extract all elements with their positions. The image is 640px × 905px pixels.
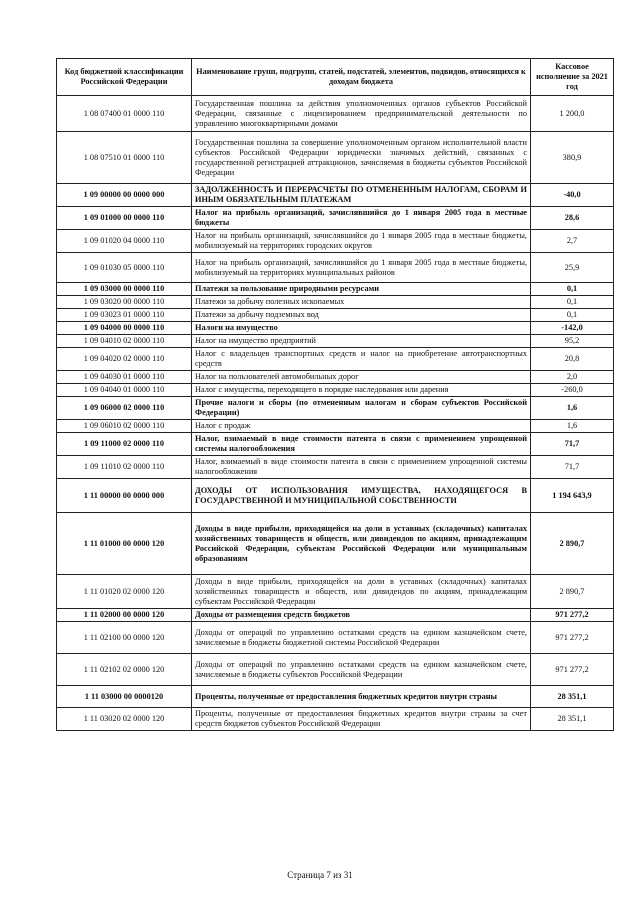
row-amount: 0,1 [531,296,614,309]
table-row [57,335,614,348]
header-code: Код бюджетной классификации Российской Федерации [57,59,192,96]
row-name: Налоги на имущество [192,322,531,335]
row-code: 1 09 03000 00 0000 110 [57,283,192,296]
table-body [57,96,614,731]
row-code: 1 11 02000 00 0000 120 [57,609,192,622]
row-name: Доходы в виде прибыли, приходящейся на доли в уставных (складочных) капиталах хозяйственных товариществ и обществ, или дивидендов по акциям, принадлежащим субъектам Российской Федерации [192,575,531,609]
table-row [57,322,614,335]
table-row [57,371,614,384]
row-code: 1 09 06000 02 0000 110 [57,397,192,420]
row-amount: -142,0 [531,322,614,335]
row-amount: 71,7 [531,433,614,456]
table-header [57,59,614,96]
row-code: 1 11 01000 00 0000 120 [57,513,192,575]
table-row [57,230,614,253]
row-amount: 28 351,1 [531,686,614,708]
row-name: Прочие налоги и сборы (по отмененным налогам и сборам субъектов Российской Федерации) [192,397,531,420]
row-amount: 2 890,7 [531,575,614,609]
table-row [57,296,614,309]
row-code: 1 11 00000 00 0000 000 [57,479,192,513]
table-row [57,708,614,731]
row-name: Платежи за добычу полезных ископаемых [192,296,531,309]
table-row [57,575,614,609]
row-name: ЗАДОЛЖЕННОСТЬ И ПЕРЕРАСЧЕТЫ ПО ОТМЕНЕННЫМ НАЛОГАМ, СБОРАМ И ИНЫМ ОБЯЗАТЕЛЬНЫМ ПЛАТЕЖАМ [192,184,531,207]
row-code: 1 09 03020 00 0000 110 [57,296,192,309]
table-row [57,253,614,283]
row-amount: 2,7 [531,230,614,253]
row-amount: 1,6 [531,397,614,420]
row-name: Налог, взимаемый в виде стоимости патента в связи с применением упрощенной системы налогообложения [192,456,531,479]
row-code: 1 09 00000 00 0000 000 [57,184,192,207]
table-row [57,283,614,296]
row-amount: 971 277,2 [531,654,614,686]
row-code: 1 09 04020 02 0000 110 [57,348,192,371]
row-name: Государственная пошлина за совершение уполномоченным органом исполнительной власти субъектов Российской Федерации юридически значимых действий, связанных с государственной регистрацией аттракционов, зачисляемая в бюджеты субъектов Российской Федерации [192,132,531,184]
table-row [57,433,614,456]
row-name: ДОХОДЫ ОТ ИСПОЛЬЗОВАНИЯ ИМУЩЕСТВА, НАХОДЯЩЕГОСЯ В ГОСУДАРСТВЕННОЙ И МУНИЦИПАЛЬНОЙ СОБСТВЕННОСТИ [192,479,531,513]
table-row [57,420,614,433]
row-amount: 71,7 [531,456,614,479]
row-amount: 0,1 [531,309,614,322]
row-name: Налог с имущества, переходящего в порядке наследования или дарения [192,384,531,397]
row-amount: 1 200,0 [531,96,614,132]
row-name: Налог на пользователей автомобильных дорог [192,371,531,384]
row-code: 1 09 06010 02 0000 110 [57,420,192,433]
table-row [57,184,614,207]
row-amount: 971 277,2 [531,609,614,622]
row-code: 1 09 01020 04 0000 110 [57,230,192,253]
header-name: Наименование групп, подгрупп, статей, подстатей, элементов, подвидов, относящихся к доходам бюджета [192,59,531,96]
row-name: Налог на имущество предприятий [192,335,531,348]
row-amount: 1 194 643,9 [531,479,614,513]
row-name: Налог с продаж [192,420,531,433]
row-name: Налог, взимаемый в виде стоимости патента в связи с применением упрощенной системы налогообложения [192,433,531,456]
table-row [57,309,614,322]
table-row [57,456,614,479]
table-row [57,397,614,420]
row-name: Налог на прибыль организаций, зачислявшийся до 1 января 2005 года в местные бюджеты, мобилизуемый на территориях городских округов [192,230,531,253]
row-name: Налог с владельцев транспортных средств и налог на приобретение автотранспортных средств [192,348,531,371]
table-row [57,348,614,371]
row-name: Доходы от операций по управлению остатками средств на едином казначейском счете, зачисляемые в бюджеты бюджетной системы Российской Федерации [192,622,531,654]
row-amount: 2,0 [531,371,614,384]
row-name: Проценты, полученные от предоставления бюджетных кредитов внутри страны за счет средств бюджетов субъектов Российской Федерации [192,708,531,731]
row-amount: 0,1 [531,283,614,296]
row-name: Доходы от размещения средств бюджетов [192,609,531,622]
row-amount: 95,2 [531,335,614,348]
row-code: 1 09 11000 02 0000 110 [57,433,192,456]
row-code: 1 09 01000 00 0000 110 [57,207,192,230]
row-code: 1 11 03000 00 0000120 [57,686,192,708]
page-number: Страница 7 из 31 [287,870,353,880]
table-row [57,96,614,132]
row-name: Доходы в виде прибыли, приходящейся на доли в уставных (складочных) капиталах хозяйственных товариществ и обществ, или дивидендов по акциям, принадлежащим Российской Федерации, субъектам Российской Федерации или муниципальным образованиям [192,513,531,575]
header-row [57,59,614,96]
budget-revenue-table [56,58,614,731]
row-code: 1 11 03020 02 0000 120 [57,708,192,731]
table-row [57,384,614,397]
row-code: 1 08 07510 01 0000 110 [57,132,192,184]
row-code: 1 09 04000 00 0000 110 [57,322,192,335]
table-row [57,609,614,622]
row-name: Доходы от операций по управлению остатками средств на едином казначейском счете, зачисляемые в бюджеты субъектов Российской Федерации [192,654,531,686]
row-code: 1 09 01030 05 0000 110 [57,253,192,283]
table-row [57,207,614,230]
row-code: 1 08 07400 01 0000 110 [57,96,192,132]
table-row [57,513,614,575]
row-name: Проценты, полученные от предоставления бюджетных кредитов внутри страны [192,686,531,708]
table-row [57,622,614,654]
row-code: 1 09 04030 01 0000 110 [57,371,192,384]
row-amount: -40,0 [531,184,614,207]
row-code: 1 11 02102 02 0000 120 [57,654,192,686]
row-name: Платежи за пользование природными ресурсами [192,283,531,296]
row-amount: 25,9 [531,253,614,283]
table-row [57,479,614,513]
row-code: 1 09 11010 02 0000 110 [57,456,192,479]
row-amount: 380,9 [531,132,614,184]
table-row [57,132,614,184]
table-row [57,686,614,708]
row-amount: 28 351,1 [531,708,614,731]
row-code: 1 09 04010 02 0000 110 [57,335,192,348]
row-name: Налог на прибыль организаций, зачислявшийся до 1 января 2005 года в местные бюджеты, мобилизуемый на территориях муниципальных районов [192,253,531,283]
row-code: 1 11 02100 00 0000 120 [57,622,192,654]
row-code: 1 09 03023 01 0000 110 [57,309,192,322]
row-amount: 20,8 [531,348,614,371]
row-amount: 971 277,2 [531,622,614,654]
row-amount: 2 890,7 [531,513,614,575]
row-code: 1 09 04040 01 0000 110 [57,384,192,397]
row-name: Платежи за добычу подземных вод [192,309,531,322]
row-name: Государственная пошлина за действия уполномоченных органов субъектов Российской Федерации, связанные с лицензированием предпринимательской деятельности по управлению многоквартирными домами [192,96,531,132]
row-amount: 1,6 [531,420,614,433]
row-code: 1 11 01020 02 0000 120 [57,575,192,609]
row-amount: 28,6 [531,207,614,230]
row-name: Налог на прибыль организаций, зачислявшийся до 1 января 2005 года в местные бюджеты [192,207,531,230]
table-row [57,654,614,686]
row-amount: -260,0 [531,384,614,397]
header-amount: Кассовое исполнение за 2021 год [531,59,614,96]
